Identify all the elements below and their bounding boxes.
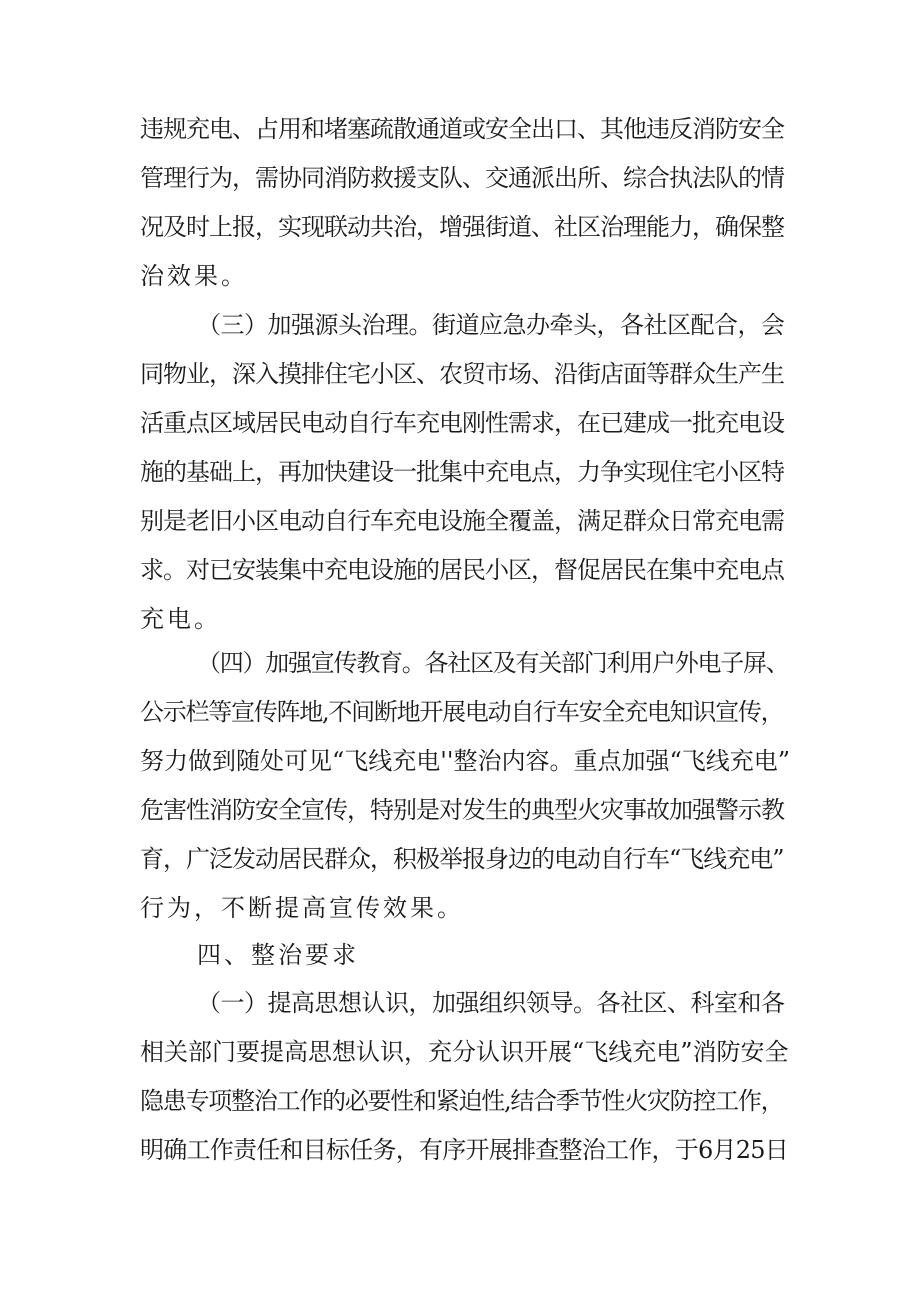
text-line-4: 治效果。 xyxy=(140,262,248,290)
text-line-9: 别是老旧小区电动自行车充电设施全覆盖，满足群众日常充电需 xyxy=(140,507,784,535)
text-line-13: 公示栏等宣传阵地,不间断地开展电动自行车安全充电知识宣传， xyxy=(140,698,784,726)
text-line-1: 违规充电、占用和堵塞疏散通道或安全出口、其他违反消防安全 xyxy=(140,115,784,143)
text-line-20: 相关部门要提高思想认识，充分认识开展“飞线充电”消防安全 xyxy=(140,1038,789,1066)
paragraph-heading-4: （四）加强宣传教育。各社区及有关部门利用户外电子屏、 xyxy=(197,649,789,677)
paragraph-heading-1: （一）提高思想认识，加强组织领导。各社区、科室和各 xyxy=(197,989,785,1017)
text-line-22: 明确工作责任和目标任务，有序开展排查整治工作，于6月25日 xyxy=(140,1136,789,1164)
text-line-15: 危害性消防安全宣传，特别是对发生的典型火灾事故加强警示教 xyxy=(140,796,784,824)
text-line-8: 施的基础上，再加快建设一批集中充电点，力争实现住宅小区特 xyxy=(140,458,784,486)
text-line-11: 充电。 xyxy=(140,605,221,633)
text-line-10: 求。对已安装集中充电设施的居民小区，督促居民在集中充电点 xyxy=(140,556,784,584)
text-line-16: 育，广泛发动居民群众，积极举报身边的电动自行车“飞线充电” xyxy=(140,845,784,873)
text-line-17: 行为，不断提高宣传效果。 xyxy=(140,894,464,922)
section-heading: 四、整治要求 xyxy=(197,941,359,969)
text-line-7: 活重点区域居民电动自行车充电刚性需求，在已建成一批充电设 xyxy=(140,409,784,437)
text-line-14: 努力做到随处可见“飞线充电''整治内容。重点加强“飞线充电” xyxy=(140,747,791,775)
paragraph-heading-3: （三）加强源头治理。街道应急办牵头，各社区配合，会 xyxy=(197,311,785,339)
text-line-21: 隐患专项整治工作的必要性和紧迫性,结合季节性火灾防控工作， xyxy=(140,1087,784,1115)
text-line-6: 同物业，深入摸排住宅小区、农贸市场、沿街店面等群众生产生 xyxy=(140,360,784,388)
text-line-2: 管理行为，需协同消防救援支队、交通派出所、综合执法队的情 xyxy=(140,164,784,192)
text-line-3: 况及时上报，实现联动共治，增强街道、社区治理能力，确保整 xyxy=(140,213,784,241)
